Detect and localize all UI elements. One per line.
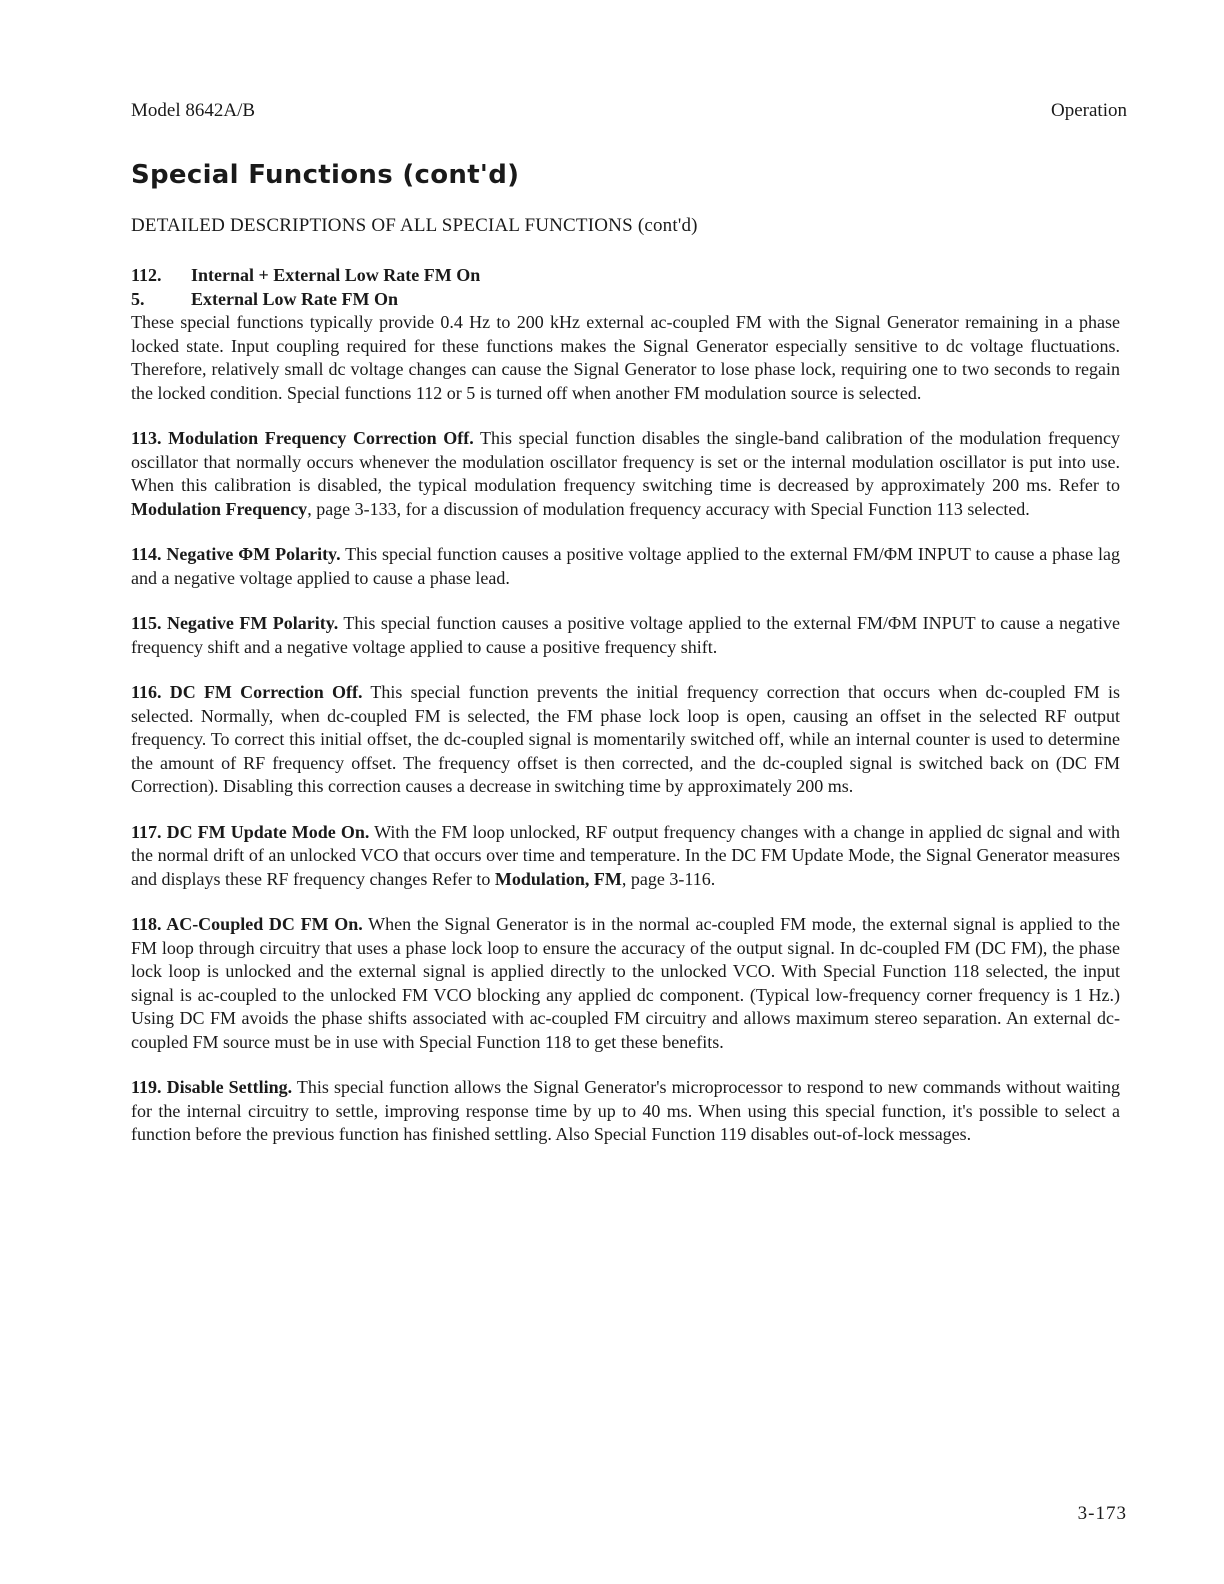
body-text (131, 264, 1120, 1169)
entry-117-heading: 117. DC FM Update Mode On. (131, 821, 370, 842)
entry-117-text-part2: , page 3-116. (621, 868, 716, 889)
entry-119 (131, 1076, 1120, 1147)
entry-113-text-part2: , page 3-133, for a discussion of modulation frequency accuracy with Special Function 113 selected. (307, 498, 1030, 519)
entry-119-text: This special function allows the Signal Generator's microprocessor to respond to new commands without waiting for the internal circuitry to settle, improving response time by up to 40 ms. When using this special function, it's possible to select a function before the previous function has finished settling. Also Special Function 119 disables out-of-lock messages. (131, 1077, 1121, 1144)
entry-113-heading: 113. Modulation Frequency Correction Off. (131, 428, 474, 448)
entry-113-text-part1: This special function disables the single-band calibration of the modulation frequency oscillator that normally occurs whenever the modulation oscillator frequency is set or the internal modulation oscillator is put into use. When this calibration is disabled, the typical modulation frequency switching time is decreased by approximately 200 ms. Refer to (131, 428, 1120, 495)
entry-112-5-text: These special functions typically provide 0.4 Hz to 200 kHz external ac-coupled FM with the Signal Generator remaining in a phase locked state. Input coupling required for these functions makes the Signal Generator especially sensitive to dc voltage fluctuations. Therefore, relatively small dc voltage changes can cause the Signal Generator to lose phase lock, requiring one to two seconds to regain the locked condition. Special functions 112 or 5 is turned off when another FM modulation source is selected. (131, 312, 1120, 403)
entry-5-title: External Low Rate FM On (191, 288, 398, 309)
entry-112-title: Internal + External Low Rate FM On (191, 265, 481, 285)
header-model: Model 8642A/B (131, 100, 256, 121)
entry-113-reference: Modulation Frequency (131, 498, 308, 519)
entry-114-heading: 114. Negative ΦM Polarity. (131, 544, 341, 564)
entry-112-5 (131, 264, 1120, 405)
entry-115 (131, 612, 1120, 659)
entry-5-heading (131, 288, 1120, 312)
entry-117 (131, 821, 1120, 892)
header-section: Operation (1051, 100, 1127, 121)
entry-116-text: This special function prevents the initial frequency correction that occurs when dc-coupled FM is selected. Normally, when dc-coupled FM is selected, the FM phase lock loop is open, causing an offset in the selected RF output frequency. To correct this initial offset, the dc-coupled signal is momentarily switched off, while an internal counter is used to determine the amount of RF frequency offset. The frequency offset is then corrected, and the dc-coupled signal is switched back on (DC FM Correction). Disabling this correction causes a decrease in switching time by approximately 200 ms. (131, 682, 1120, 796)
page-title: Special Functions (cont'd) (131, 160, 520, 190)
entry-112-heading (131, 264, 1120, 288)
entry-115-text: This special function causes a positive voltage applied to the external FM/ΦM INPUT to cause a negative frequency shift and a negative voltage applied to cause a positive frequency shift. (131, 613, 1120, 657)
entry-119-heading: 119. Disable Settling. (131, 1077, 293, 1097)
entry-115-heading: 115. Negative FM Polarity. (131, 613, 339, 633)
entry-5-number: 5. (131, 288, 145, 309)
entry-116 (131, 681, 1120, 799)
entry-118 (131, 913, 1120, 1054)
entry-114 (131, 543, 1120, 590)
entry-112-number: 112. (131, 265, 162, 285)
entry-117-reference: Modulation, FM (494, 868, 622, 889)
entry-118-text: When the Signal Generator is in the normal ac-coupled FM mode, the external signal is applied to the FM loop through circuitry that uses a phase lock loop to ensure the accuracy of the output signal. In dc-coupled FM (DC FM), the phase lock loop is unlocked and the external signal is applied directly to the unlocked VCO. With Special Function 118 selected, the input signal is ac-coupled to the unlocked FM VCO blocking any applied dc component. (Typical low-frequency corner frequency is 1 Hz.) Using DC FM avoids the phase shifts associated with ac-coupled FM circuitry and allows maximum stereo separation. An external dc-coupled FM source must be in use with Special Function 118 to get these benefits. (131, 914, 1120, 1052)
entry-116-heading: 116. DC FM Correction Off. (131, 682, 363, 702)
entry-114-text: This special function causes a positive voltage applied to the external FM/ΦM INPUT to cause a phase lag and a negative voltage applied to cause a phase lead. (131, 544, 1120, 588)
page-number: 3-173 (1077, 1503, 1127, 1524)
entry-113 (131, 427, 1120, 521)
entry-117-text-part1: With the FM loop unlocked, RF output frequency changes with a change in applied dc signal and with the normal drift of an unlocked VCO that occurs over time and temperature. In the DC FM Update Mode, the Signal Generator measures and displays these RF frequency changes Refer to (131, 821, 1121, 889)
page-subtitle: DETAILED DESCRIPTIONS OF ALL SPECIAL FUNCTIONS (cont'd) (131, 215, 698, 236)
entry-118-heading: 118. AC-Coupled DC FM On. (131, 914, 363, 934)
